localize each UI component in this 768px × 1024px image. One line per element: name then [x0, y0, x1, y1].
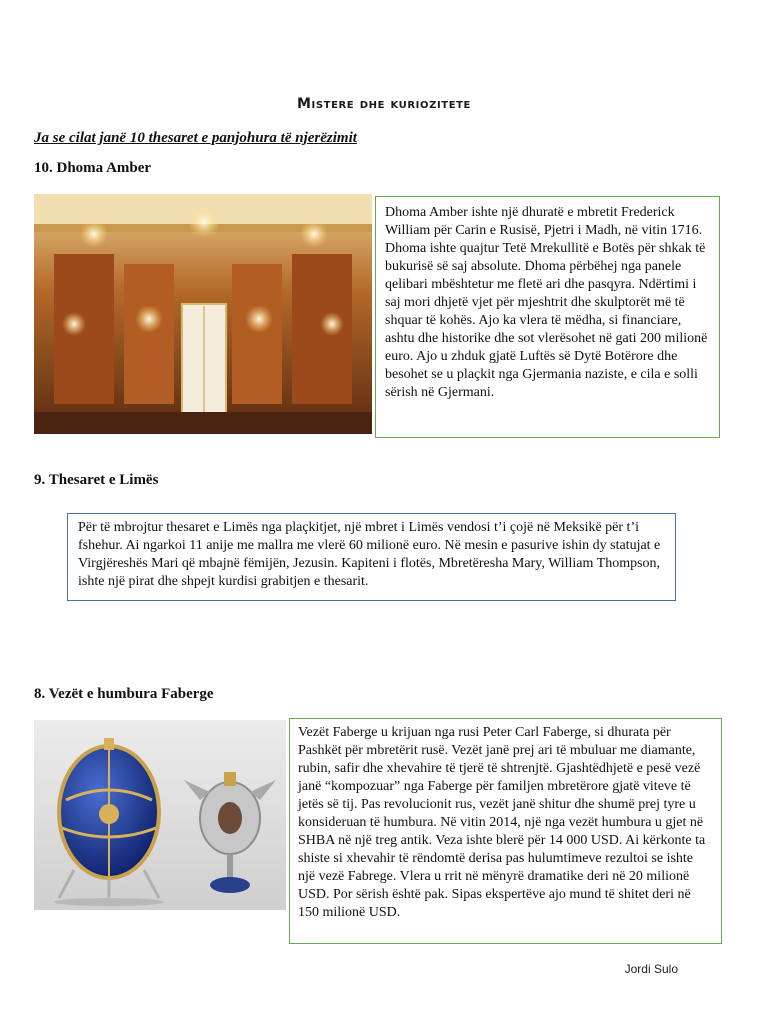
amber-room-text-box: Dhoma Amber ishte një dhuratë e mbretit Frederick William për Carin e Rusisë, Pjetri i Madh, në vitin 1716. Dhoma ishte quajtur Tetë Mrekullitë e Botës për shkak të bukurisë së saj absolute. Dhoma përbëhej nga panele qelibari mbështetur me fletë ari dhe pasqyra. Ndërtimi i saj mori dhjetë vjet për mjeshtrit dhe skulptorët më të shquar të kohës. Ajo ka vlera të mëdha, si financiare, ashtu dhe historike dhe sot vlerësohet në gati 200 milionë euro. Ajo u zhduk gjatë Luftës së Dytë Botërore dhe besohet se u plaçkit nga Gjermania naziste, e cila e solli sërish në Gjermani.: [375, 196, 720, 438]
page-subtitle: Ja se cilat janë 10 thesaret e panjohura të njerëzimit: [34, 130, 357, 146]
amber-room-photo: [34, 194, 372, 434]
section-heading-faberge-eggs: 8. Vezët e humbura Faberge: [34, 686, 214, 702]
faberge-eggs-photo: [34, 720, 286, 910]
faberge-eggs-text-box: Vezët Faberge u krijuan nga rusi Peter Carl Faberge, si dhurata për Pashkët për mbretërit rusë. Vezët janë prej ari të mbuluar me diamante, rubin, safir dhe xhevahire të tjerë të shtrenjtë. Gjashtëdhjetë e pesë vezë janë “kompozuar” nga Faberge për familjen mbretërore gjatë viteve të jetës së tij. Pas revolucionit rus, vezët janë shitur dhe shumë prej tyre u konsideruan të humbura. Në vitin 2014, një nga vezët humbura u gjet në SHBA në një treg antik. Veza ishte blerë për 14 000 USD. Ai kërkonte ta shiste si xhevahir të rëndomtë derisa pas hulumtimeve rezultoi se ishte një vezë Fabrege. Vlera u rrit në mënyrë dramatike deri në 20 milionë USD. Por sërish është pak. Sipas ekspertëve ajo mund të shitet deri në 150 milionë USD.: [289, 718, 722, 944]
author-signature: Jordi Sulo: [624, 962, 678, 976]
page-title: Mistere dhe kuriozitete: [297, 96, 471, 112]
section-heading-amber-room: 10. Dhoma Amber: [34, 160, 152, 176]
section-heading-lima-treasures: 9. Thesaret e Limës: [34, 472, 159, 488]
lima-treasures-text-box: Për të mbrojtur thesaret e Limës nga plaçkitjet, një mbret i Limës vendosi t’i çojë në Meksikë për t’i fshehur. Ai ngarkoi 11 anije me mallra me vlerë 60 milionë euro. Në mesin e pasurive ishin dy statujat e Virgjëreshës Mari që mbajnë fëmijën, Jezusin. Kapiteni i flotës, Mbretëresha Mary, William Thompson, ishte një pirat dhe shpejt kurdisi grabitjen e thesarit.: [67, 513, 676, 601]
